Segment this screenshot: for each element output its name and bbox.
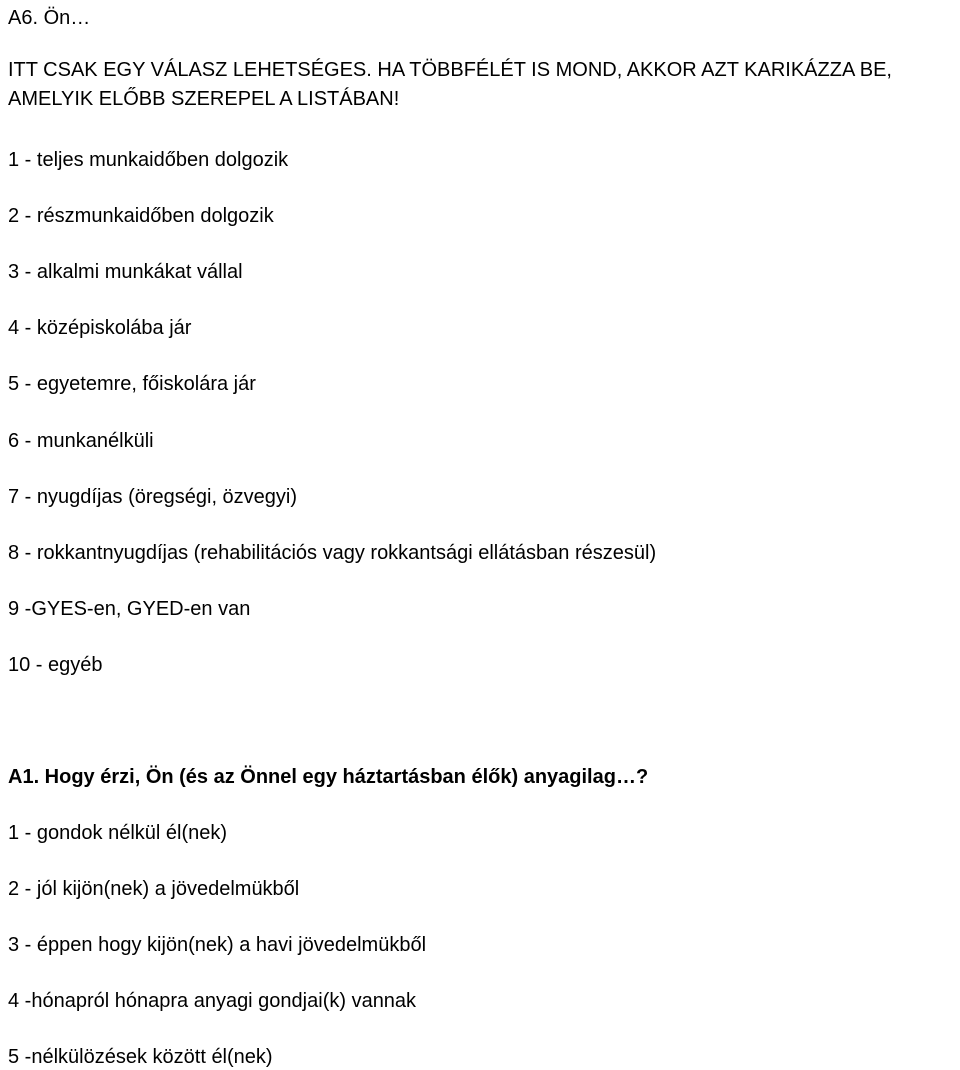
a6-option-6: 6 - munkanélküli [8, 430, 154, 452]
a6-option-7: 7 - nyugdíjas (öregségi, özvegyi) [8, 486, 298, 508]
question-a6-instruction: ITT CSAK EGY VÁLASZ LEHETSÉGES. HA TÖBBFÉLÉT IS MOND, AKKOR AZT KARIKÁZZA BE, AMELYIK ELŐBB SZEREPEL A LISTÁBAN! [8, 59, 892, 110]
a6-option-1: 1 - teljes munkaidőben dolgozik [8, 149, 289, 171]
a1-option-4: 4 -hónapról hónapra anyagi gondjai(k) vannak [8, 990, 417, 1012]
a6-option-5: 5 - egyetemre, főiskolára jár [8, 373, 256, 395]
a1-option-3: 3 - éppen hogy kijön(nek) a havi jövedelmükből [8, 934, 427, 956]
a1-option-1: 1 - gondok nélkül él(nek) [8, 822, 228, 844]
question-a1-heading: A1. Hogy érzi, Ön (és az Önnel egy háztartásban élők) anyagilag…? [8, 766, 649, 788]
a1-option-2: 2 - jól kijön(nek) a jövedelmükből [8, 878, 300, 900]
a6-option-2: 2 - részmunkaidőben dolgozik [8, 205, 274, 227]
a6-option-8: 8 - rokkantnyugdíjas (rehabilitációs vagy rokkantsági ellátásban részesül) [8, 542, 657, 564]
question-a6-heading: A6. Ön… [8, 7, 91, 29]
a6-option-4: 4 - középiskolába jár [8, 317, 192, 339]
a6-option-3: 3 - alkalmi munkákat vállal [8, 261, 243, 283]
a6-option-9: 9 -GYES-en, GYED-en van [8, 598, 251, 620]
a6-option-10: 10 - egyéb [8, 654, 103, 676]
a1-option-5: 5 -nélkülözések között él(nek) [8, 1046, 273, 1068]
